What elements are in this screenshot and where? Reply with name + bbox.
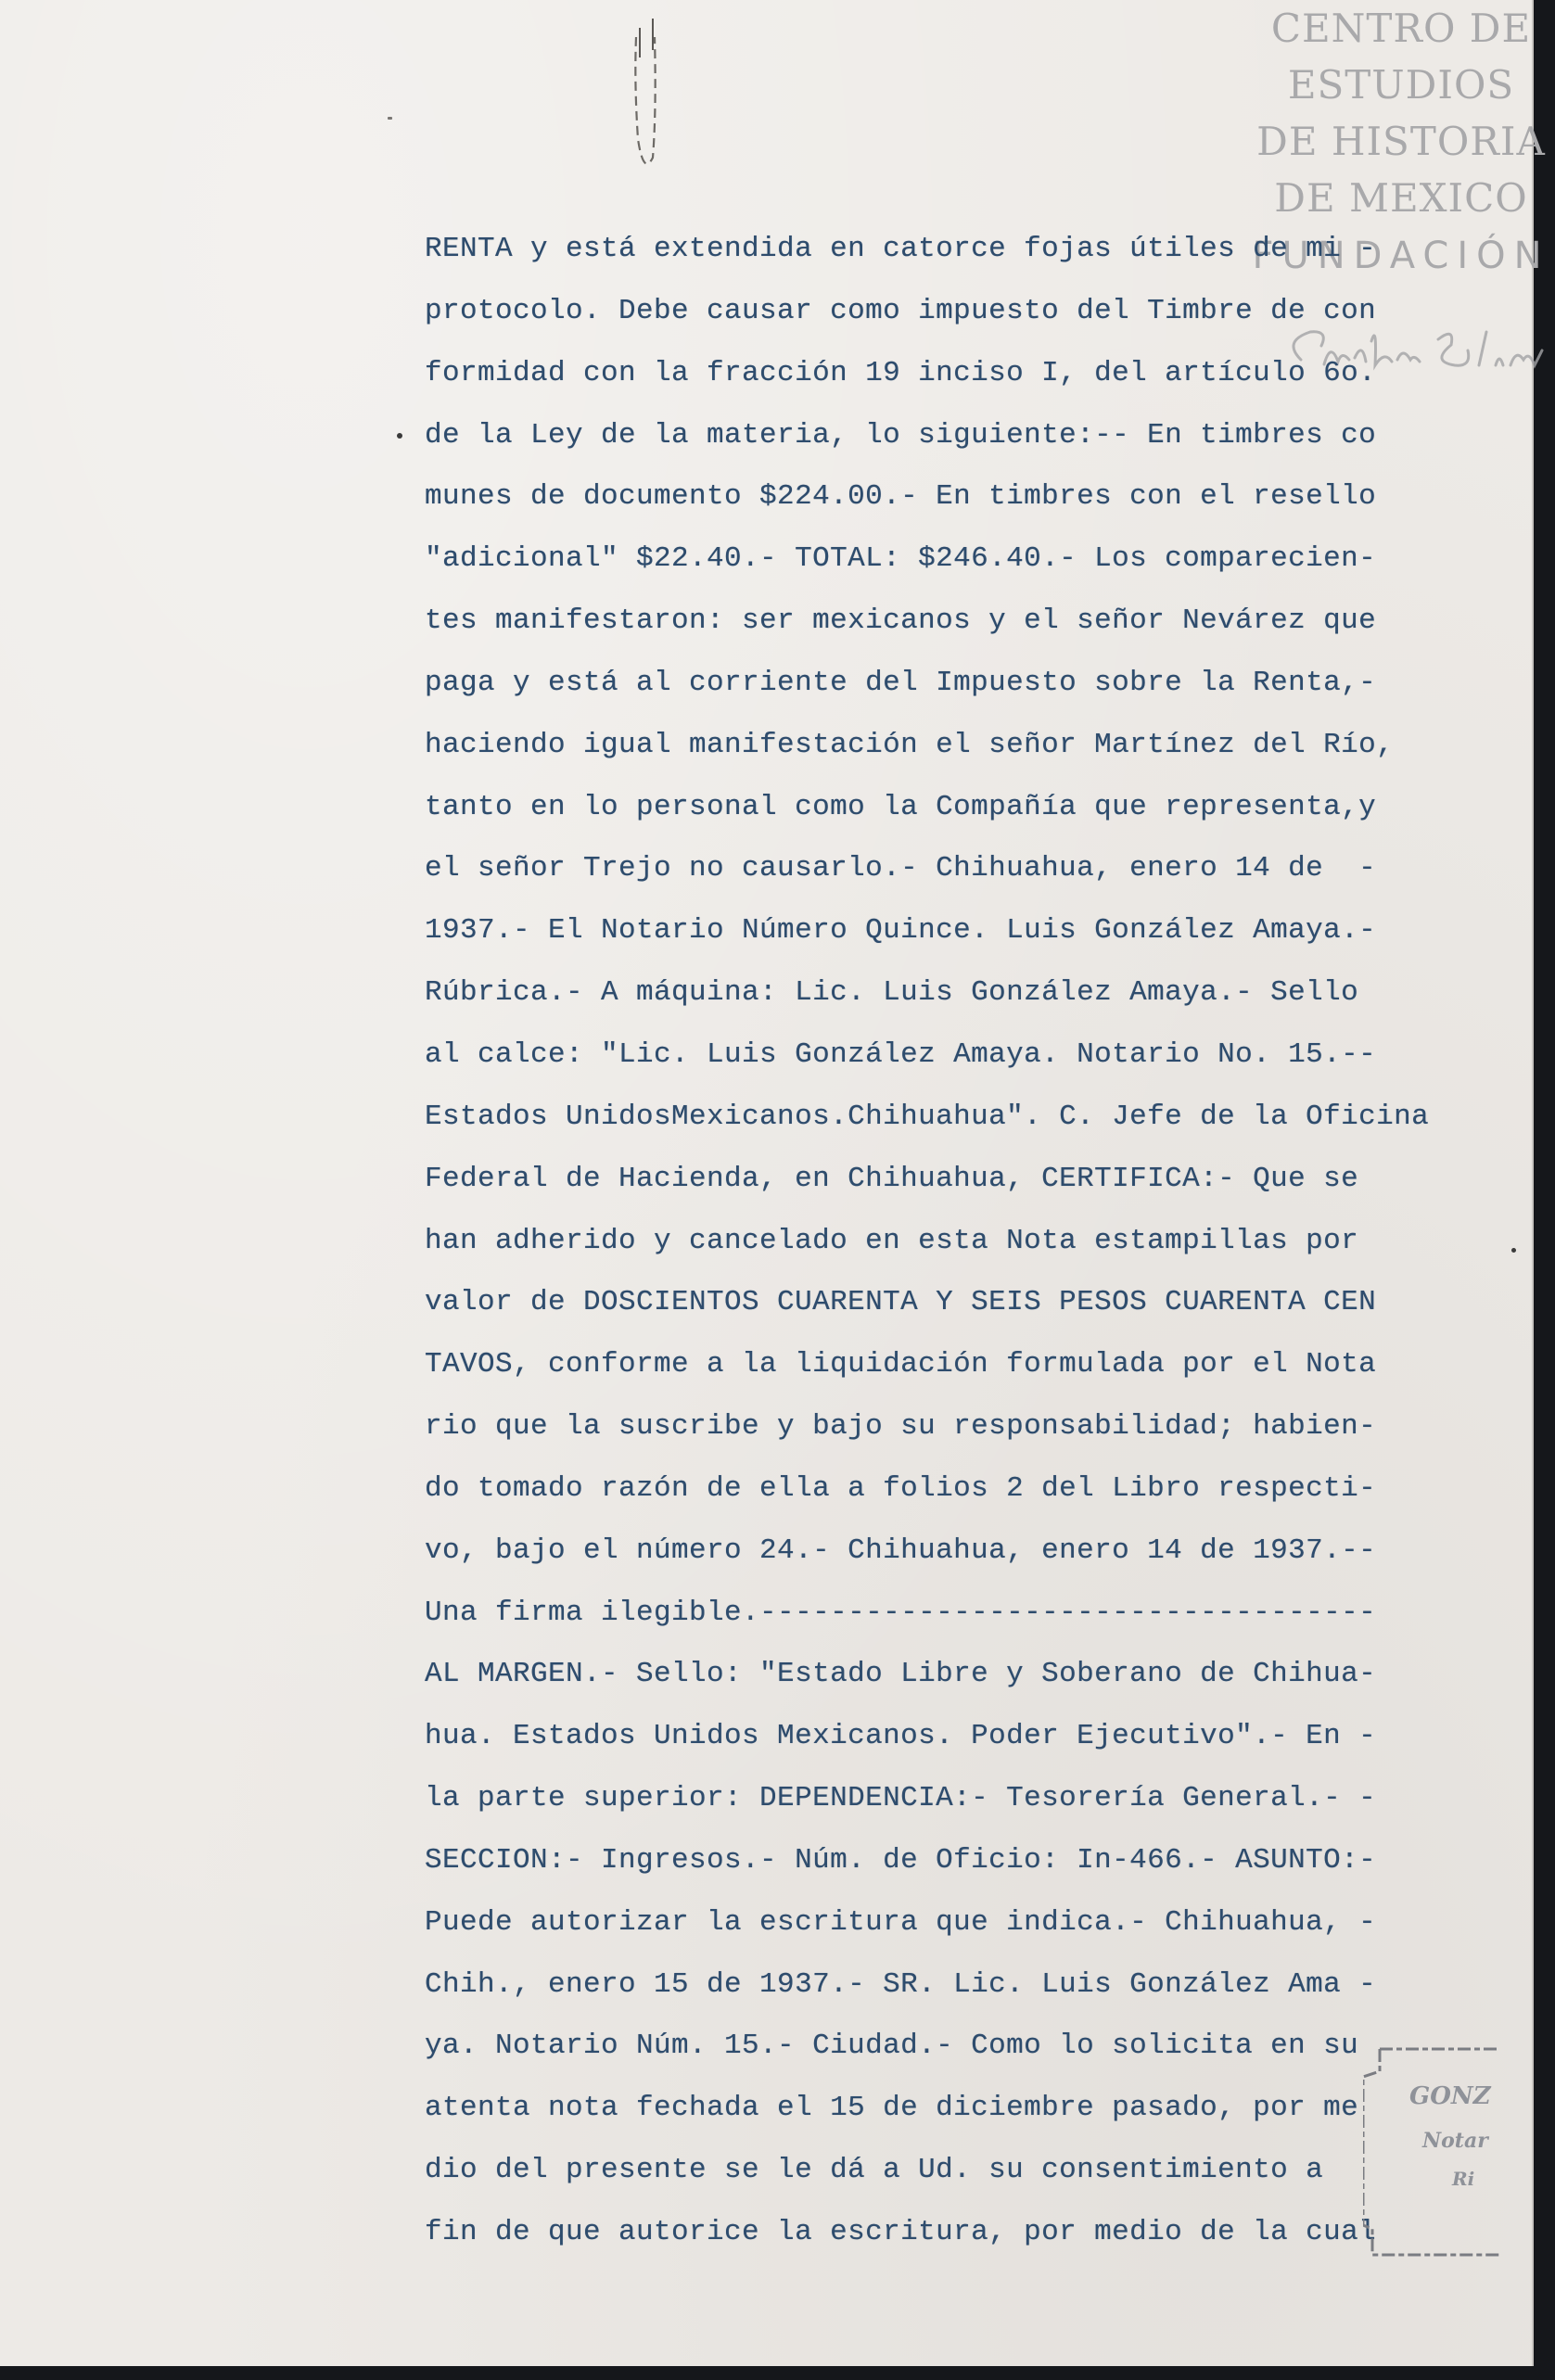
staple-punch-marks: [616, 0, 671, 185]
text-line: valor de DOSCIENTOS CUARENTA Y SEIS PESOS CUARENTA CEN: [425, 1286, 1377, 1319]
margin-dot-mark: [1511, 1248, 1516, 1253]
text-line: la parte superior: DEPENDENCIA:- Tesorería General.- -: [425, 1782, 1377, 1815]
text-line: rio que la suscribe y bajo su responsabilidad; habien-: [425, 1410, 1377, 1444]
text-line: de la Ley de la materia, lo siguiente:-- En timbres co: [425, 418, 1377, 452]
text-line: TAVOS, conforme a la liquidación formulada por el Nota: [425, 1348, 1377, 1381]
watermark-line-2: ESTUDIOS: [1287, 62, 1515, 108]
text-line: AL MARGEN.- Sello: "Estado Libre y Soberano de Chihua-: [425, 1658, 1377, 1691]
text-line: al calce: "Lic. Luis González Amaya. Notario No. 15.--: [425, 1037, 1377, 1071]
text-line: atenta nota fechada el 15 de diciembre pasado, por me: [425, 2092, 1359, 2125]
watermark-foundation: FUNDACIÓN: [1252, 235, 1550, 277]
text-line: protocolo. Debe causar como impuesto del Timbre de con: [425, 294, 1377, 327]
text-line: haciendo igual manifestación el señor Martínez del Río,: [425, 728, 1395, 761]
stamp-text-line-3: Ri: [1452, 2168, 1475, 2190]
text-line: Puede autorizar la escritura que indica.- Chihuahua, -: [425, 1905, 1377, 1939]
text-line: ya. Notario Núm. 15.- Ciudad.- Como lo solicita en su: [425, 2030, 1359, 2063]
text-line: han adherido y cancelado en esta Nota estampillas por: [425, 1224, 1359, 1257]
watermark-line-1: CENTRO DE: [1270, 6, 1532, 51]
text-line: fin de que autorice la escritura, por medio de la cual: [425, 2216, 1377, 2248]
text-line: paga y está al corriente del Impuesto sobre la Renta,-: [425, 666, 1377, 699]
text-line: vo, bajo el número 24.- Chihuahua, enero 14 de 1937.--: [425, 1534, 1377, 1567]
text-line: Federal de Hacienda, en Chihuahua, CERTIFICA:- Que se: [425, 1162, 1359, 1195]
text-line: el señor Trejo no causarlo.- Chihuahua, enero 14 de -: [425, 852, 1377, 885]
text-line: dio del presente se le dá a Ud. su consentimiento a: [425, 2154, 1324, 2187]
stamp-text-line-2: Notar: [1422, 2129, 1488, 2153]
text-line: formidad con la fracción 19 inciso I, del artículo 6o.: [425, 356, 1377, 389]
text-line: Chih., enero 15 de 1937.- SR. Lic. Luis González Ama -: [425, 1967, 1377, 2001]
text-line: munes de documento $224.00.- En timbres con el resello: [425, 480, 1377, 514]
text-line: "adicional" $22.40.- TOTAL: $246.40.- Los comparecien-: [425, 542, 1377, 576]
notary-seal-stamp: [1363, 2040, 1502, 2262]
margin-dot-mark: [397, 433, 402, 439]
text-line: tanto en lo personal como la Compañía que representa,y: [425, 790, 1377, 823]
watermark-line-3: DE HISTORIA: [1256, 119, 1546, 164]
text-line: Una firma ilegible.-----------------------------------: [425, 1596, 1377, 1629]
text-line: Estados UnidosMexicanos.Chihuahua". C. Jefe de la Oficina: [425, 1100, 1430, 1133]
margin-dot-mark: [388, 117, 392, 120]
text-line: RENTA y está extendida en catorce fojas útiles de mi -: [425, 233, 1377, 265]
text-line: hua. Estados Unidos Mexicanos. Poder Ejecutivo".- En -: [425, 1720, 1377, 1753]
document-body: [425, 219, 1445, 2264]
stamp-text-line-1: GONZ: [1409, 2082, 1491, 2110]
text-line: Rúbrica.- A máquina: Lic. Luis González Amaya.- Sello: [425, 976, 1359, 1010]
text-line: 1937.- El Notario Número Quince. Luis González Amaya.-: [425, 914, 1377, 948]
text-line: tes manifestaron: ser mexicanos y el señor Nevárez que: [425, 605, 1377, 638]
text-line: do tomado razón de ella a folios 2 del Libro respecti-: [425, 1471, 1377, 1505]
watermark-line-4: DE MEXICO: [1274, 175, 1528, 221]
text-line: SECCION:- Ingresos.- Núm. de Oficio: In-466.- ASUNTO:-: [425, 1843, 1377, 1877]
